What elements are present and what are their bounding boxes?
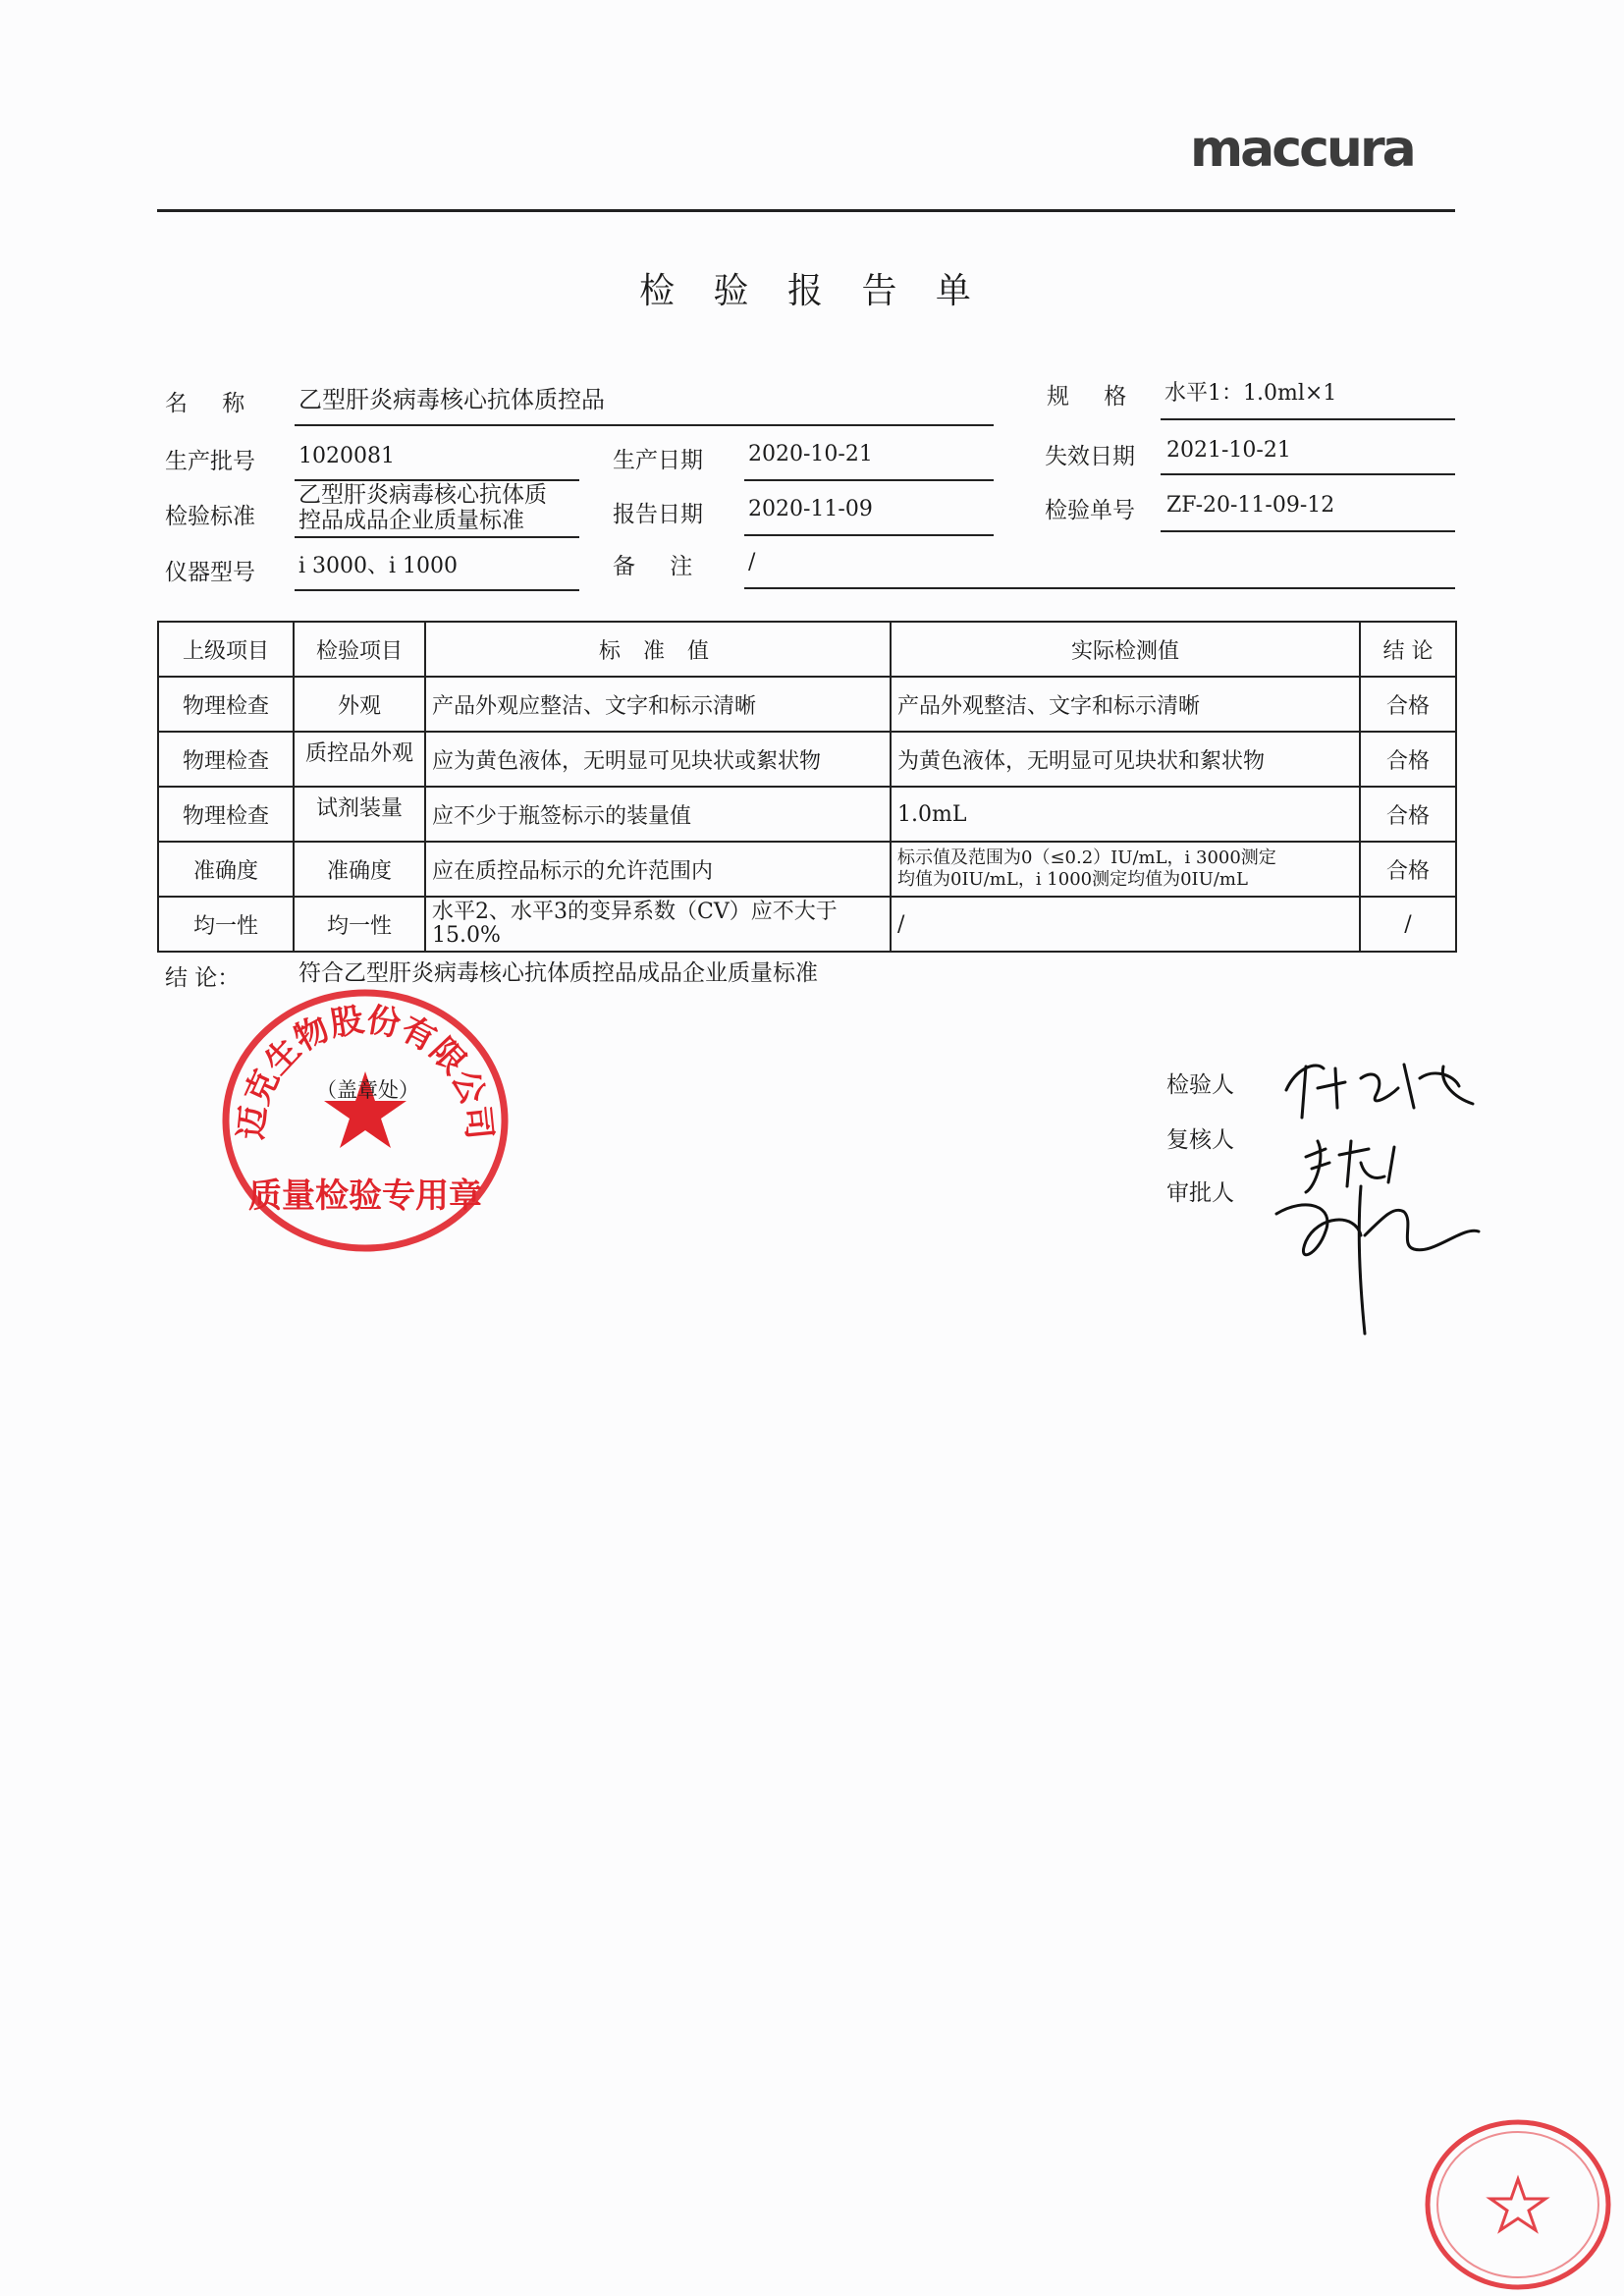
spec-underline [1161,418,1455,420]
row-result: 合格 [1360,677,1456,732]
remark-label: 备 注 [613,554,707,579]
row-parent: 均一性 [158,897,294,952]
spec-label: 规 格 [1047,384,1141,410]
row-item: 均一性 [294,897,425,952]
report-date-underline [744,534,994,536]
row-result: 合格 [1360,732,1456,787]
prod-date-value: 2020-10-21 [748,442,873,466]
row-standard [425,897,891,952]
prod-date-underline [744,479,994,481]
row-parent: 准确度 [158,842,294,897]
results-table [157,621,1457,953]
standard-value-line1: 乙型肝炎病毒核心抗体质 [298,482,547,508]
instrument-value: i 3000、i 1000 [298,554,459,578]
row-item: 外观 [294,677,425,732]
stamp-area-note: （盖章处） [316,1078,419,1102]
row-standard-line1: 水平2、水平3的变异系数（CV）应不大于 [432,900,838,924]
row-result: 合格 [1360,842,1456,897]
standard-label: 检验标准 [165,504,255,529]
row-actual: / [891,897,1360,952]
header-item: 检验项目 [294,622,425,677]
report-date-value: 2020-11-09 [748,497,873,521]
batch-underline [295,479,579,481]
inspector-label: 检验人 [1166,1072,1234,1098]
expiry-underline [1161,473,1455,475]
remark-value: / [748,550,756,574]
row-standard: 应为黄色液体，无明显可见块状或絮状物 [425,732,891,787]
row-actual-line2: 均值为0IU/mL，i 1000测定均值为0IU/mL [897,869,1248,890]
row-item: 质控品外观 [294,732,425,787]
remark-underline [744,587,1455,589]
seal-ring-text: 迈克生物股份有限公司 [231,1000,500,1142]
row-item: 准确度 [294,842,425,897]
batch-label: 生产批号 [165,449,255,474]
row-parent: 物理检查 [158,677,294,732]
header-actual: 实际检测值 [891,622,1360,677]
header-parent: 上级项目 [158,622,294,677]
row-actual: 产品外观整洁、文字和标示清晰 [891,677,1360,732]
name-value: 乙型肝炎病毒核心抗体质控品 [298,386,605,413]
row-result: / [1360,897,1456,952]
header-result: 结 论 [1360,622,1456,677]
row-actual: 1.0mL [891,787,1360,842]
seal-center-text: 质量检验专用章 [248,1176,482,1216]
company-seal-stamp [1420,2116,1616,2293]
row-result: 合格 [1360,787,1456,842]
table-row [158,677,1456,732]
inspection-no-label: 检验单号 [1045,498,1135,523]
report-date-label: 报告日期 [613,502,703,527]
approver-label: 审批人 [1166,1180,1234,1206]
table-header-row [158,622,1456,677]
row-parent: 物理检查 [158,732,294,787]
row-standard: 应不少于瓶签标示的装量值 [425,787,891,842]
document-title: 检 验 报 告 单 [639,271,985,311]
standard-underline [295,536,579,538]
row-item: 试剂装量 [294,787,425,842]
row-actual [891,842,1360,897]
row-standard: 应在质控品标示的允许范围内 [425,842,891,897]
row-actual-line1: 标示值及范围为0（≤0.2）IU/mL，i 3000测定 [897,847,1276,868]
row-parent: 物理检查 [158,787,294,842]
name-underline [295,424,994,426]
prod-date-label: 生产日期 [613,448,703,473]
table-row [158,732,1456,787]
quality-seal-stamp [218,985,513,1256]
standard-value-line2: 控品成品企业质量标准 [298,508,524,533]
reviewer-label: 复核人 [1166,1127,1234,1153]
table-row [158,897,1456,952]
instrument-underline [295,589,579,591]
row-actual: 为黄色液体，无明显可见块状和絮状物 [891,732,1360,787]
header-rule [157,209,1455,212]
handwritten-signatures [1267,1039,1492,1353]
name-label: 名 称 [165,391,259,416]
row-standard: 产品外观应整洁、文字和标示清晰 [425,677,891,732]
inspection-no-value: ZF-20-11-09-12 [1166,493,1335,518]
seal-star-icon [1490,2179,1545,2230]
row-standard-line2: 15.0% [432,923,501,948]
table-row [158,787,1456,842]
table-row [158,842,1456,897]
conclusion-text: 符合乙型肝炎病毒核心抗体质控品成品企业质量标准 [298,960,818,986]
conclusion-label: 结 论： [165,965,241,991]
expiry-value: 2021-10-21 [1166,438,1291,463]
instrument-label: 仪器型号 [165,560,255,585]
expiry-label: 失效日期 [1045,444,1135,469]
batch-value: 1020081 [298,444,395,468]
inspection-no-underline [1161,530,1455,532]
header-standard: 标 准 值 [425,622,891,677]
spec-value: 水平1：1.0ml×1 [1164,381,1337,406]
maccura-logo: maccura [1190,120,1414,179]
